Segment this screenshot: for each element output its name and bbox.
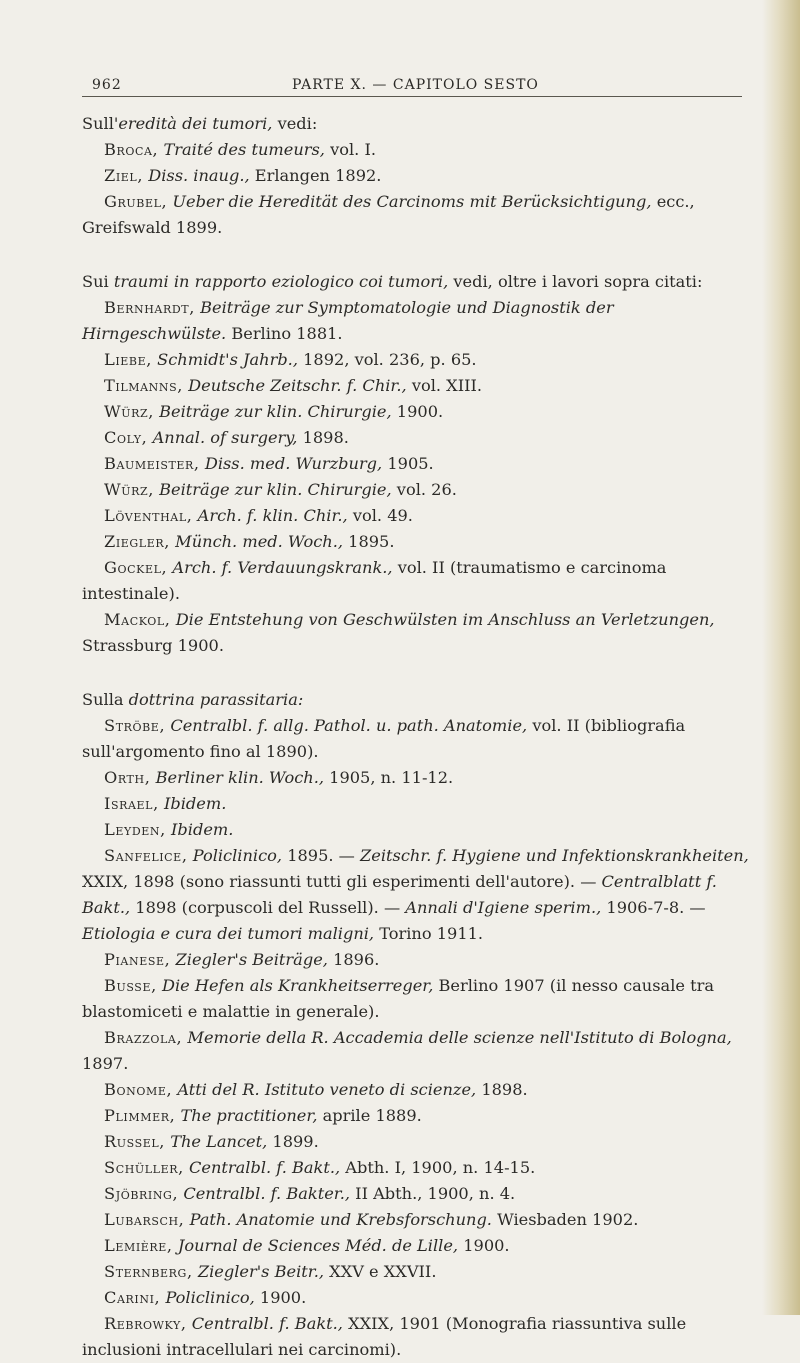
author-name: Rebrowky, xyxy=(104,1314,187,1333)
bibliography-entry xyxy=(82,765,762,791)
author-name: Plimmer, xyxy=(104,1106,176,1125)
work-title: Memorie della R. Accademia delle scienze nell'Istituto di Bologna, xyxy=(187,1028,732,1047)
running-title: PARTE X. — CAPITOLO SESTO xyxy=(292,77,539,93)
citation-text: vol. II (bibliografia sull'argomento fino al 1890). xyxy=(82,716,686,761)
page-number: 962 xyxy=(92,77,122,93)
bibliography-entry xyxy=(82,791,762,817)
bibliography-entry xyxy=(82,843,762,947)
work-title: dottrina parassitaria: xyxy=(128,690,304,709)
bibliography-entry xyxy=(82,947,762,973)
author-name: Ströbe, xyxy=(104,716,166,735)
bibliography-section xyxy=(82,659,762,1363)
work-title: Zeitschr. f. Hygiene und Infektionskrankheiten, xyxy=(360,846,749,865)
bibliography-entry xyxy=(82,425,762,451)
citation-text: 1900. xyxy=(458,1236,510,1255)
section-gap xyxy=(82,659,762,677)
citation-text: Strassburg 1900. xyxy=(82,636,224,655)
author-name: Mackol, xyxy=(104,610,171,629)
bibliography-entry xyxy=(82,451,762,477)
work-title: Ziegler's Beitr., xyxy=(197,1262,325,1281)
citation-text: 1898 (corpuscoli del Russell). — xyxy=(130,898,406,917)
section-intro xyxy=(82,687,762,713)
work-title: Annal. of surgery, xyxy=(152,428,298,447)
bibliography-entry xyxy=(82,1207,762,1233)
citation-text: Berlino 1907 (il nesso causale tra blastomiceti e malattie in generale). xyxy=(82,976,714,1021)
citation-text: Berlino 1881. xyxy=(226,324,343,343)
bibliography-entry xyxy=(82,163,762,189)
work-title: Beiträge zur klin. Chirurgie, xyxy=(159,402,392,421)
citation-text: Sull' xyxy=(82,114,119,133)
bibliography-entry xyxy=(82,1155,762,1181)
citation-text: aprile 1889. xyxy=(317,1106,422,1125)
author-name: Orth, xyxy=(104,768,151,787)
work-title: Ueber die Heredität des Carcinoms mit Berücksichtigung, xyxy=(172,192,652,211)
author-name: Sanfelice, xyxy=(104,846,188,865)
author-name: Würz, xyxy=(104,480,154,499)
bibliography-section xyxy=(82,241,762,659)
author-name: Tilmanns, xyxy=(104,376,183,395)
bibliography-entry xyxy=(82,1129,762,1155)
citation-text: Sulla xyxy=(82,690,129,709)
work-title: Die Entstehung von Geschwülsten im Anschluss an Verletzungen, xyxy=(175,610,715,629)
citation-text: vedi, oltre i lavori sopra citati: xyxy=(448,272,703,291)
author-name: Busse, xyxy=(104,976,157,995)
citation-text: 1898. xyxy=(476,1080,528,1099)
work-title: Diss. med. Wurzburg, xyxy=(204,454,383,473)
author-name: Ziegler, xyxy=(104,532,170,551)
author-name: Israel, xyxy=(104,794,159,813)
citation-text: 1897. xyxy=(82,1054,129,1073)
bibliography-section xyxy=(82,111,762,241)
citation-text: 1899. xyxy=(267,1132,319,1151)
citation-text: Torino 1911. xyxy=(374,924,484,943)
author-name: Ziel, xyxy=(104,166,144,185)
citation-text: 1900. xyxy=(254,1288,307,1307)
section-gap xyxy=(82,241,762,259)
work-title: traumi in rapporto eziologico coi tumori, xyxy=(113,272,449,291)
bibliography-entry xyxy=(82,295,762,347)
author-name: Schüller, xyxy=(104,1158,184,1177)
citation-text: Sui xyxy=(82,272,114,291)
bibliography-entry xyxy=(82,477,762,503)
page-edge xyxy=(762,0,800,1315)
work-title: Centralbl. f. allg. Pathol. u. path. Anatomie, xyxy=(170,716,528,735)
bibliography-entry xyxy=(82,713,762,765)
work-title: Policlinico, xyxy=(192,846,283,865)
section-intro xyxy=(82,111,762,137)
citation-text: vol. XIII. xyxy=(406,376,483,395)
citation-text: 1898. xyxy=(297,428,349,447)
citation-text: XXIX, 1898 (sono riassunti tutti gli esperimenti dell'autore). — xyxy=(82,872,602,891)
bibliography-entry xyxy=(82,1311,762,1363)
citation-text: vol. I. xyxy=(324,140,376,159)
work-title: Centralblatt f. Bakt., xyxy=(82,872,717,917)
work-title: Ibidem. xyxy=(171,820,234,839)
citation-text: vol. 26. xyxy=(391,480,457,499)
bibliography-entry xyxy=(82,1077,762,1103)
author-name: Russel, xyxy=(104,1132,166,1151)
author-name: Lubarsch, xyxy=(104,1210,185,1229)
author-name: Leyden, xyxy=(104,820,166,839)
work-title: eredità dei tumori, xyxy=(118,114,273,133)
document-page xyxy=(82,72,762,1363)
citation-text: vedi: xyxy=(272,114,318,133)
work-title: Policlinico, xyxy=(165,1288,255,1307)
author-name: Sjöbring, xyxy=(104,1184,179,1203)
bibliography-entry xyxy=(82,1103,762,1129)
author-name: Sternberg, xyxy=(104,1262,193,1281)
citation-text: vol. 49. xyxy=(347,506,413,525)
citation-text: II Abth., 1900, n. 4. xyxy=(350,1184,516,1203)
bibliography-entry xyxy=(82,1285,762,1311)
bibliography-entry xyxy=(82,399,762,425)
work-title: Berliner klin. Woch., xyxy=(155,768,324,787)
work-title: Path. Anatomie und Krebsforschung. xyxy=(189,1210,492,1229)
author-name: Coly, xyxy=(104,428,148,447)
citation-text: Wiesbaden 1902. xyxy=(491,1210,639,1229)
author-name: Baumeister, xyxy=(104,454,200,473)
work-title: Etiologia e cura dei tumori maligni, xyxy=(82,924,375,943)
work-title: Arch. f. klin. Chir., xyxy=(197,506,348,525)
author-name: Carini, xyxy=(104,1288,161,1307)
bibliography-entry xyxy=(82,189,762,241)
bibliography-entry xyxy=(82,555,762,607)
work-title: Ziegler's Beiträge, xyxy=(175,950,328,969)
citation-text: 1892, vol. 236, p. 65. xyxy=(297,350,477,369)
author-name: Gockel, xyxy=(104,558,168,577)
work-title: Centralbl. f. Bakt., xyxy=(189,1158,341,1177)
citation-text: Abth. I, 1900, n. 14-15. xyxy=(340,1158,536,1177)
citation-text: 1895. — xyxy=(282,846,361,865)
author-name: Bernhardt, xyxy=(104,298,195,317)
work-title: Journal de Sciences Méd. de Lille, xyxy=(177,1236,459,1255)
work-title: Beiträge zur Symptomatologie und Diagnostik der Hirngeschwülste. xyxy=(82,298,614,343)
bibliography-entry xyxy=(82,1025,762,1077)
work-title: The Lancet, xyxy=(170,1132,268,1151)
citation-text: 1896. xyxy=(327,950,380,969)
citation-text: Erlangen 1892. xyxy=(249,166,382,185)
citation-text: vol. II (traumatismo e carcinoma intestinale). xyxy=(82,558,667,603)
citation-text: XXIX, 1901 (Monografia riassuntiva sulle inclusioni intracellulari nei carcinomi). xyxy=(82,1314,687,1359)
citation-text: 1905. xyxy=(382,454,434,473)
work-title: Münch. med. Woch., xyxy=(175,532,343,551)
citation-text: ecc., Greifswald 1899. xyxy=(82,192,695,237)
bibliography-entry xyxy=(82,529,762,555)
citation-text: 1900. xyxy=(391,402,444,421)
author-name: Bonome, xyxy=(104,1080,173,1099)
author-name: Liebe, xyxy=(104,350,152,369)
bibliography-entry xyxy=(82,1259,762,1285)
running-header xyxy=(82,72,762,102)
bibliography-entry xyxy=(82,1181,762,1207)
author-name: Löventhal, xyxy=(104,506,193,525)
work-title: Arch. f. Verdauungskrank., xyxy=(172,558,393,577)
work-title: Annali d'Igiene sperim., xyxy=(405,898,602,917)
author-name: Broca, xyxy=(104,140,159,159)
citation-text: XXV e XXVII. xyxy=(324,1262,437,1281)
citation-text: 1895. xyxy=(343,532,395,551)
author-name: Würz, xyxy=(104,402,154,421)
work-title: Centralbl. f. Bakter., xyxy=(183,1184,351,1203)
bibliography-entry xyxy=(82,373,762,399)
author-name: Pianese, xyxy=(104,950,171,969)
bibliography-entry xyxy=(82,137,762,163)
author-name: Grubel, xyxy=(104,192,168,211)
work-title: The practitioner, xyxy=(180,1106,318,1125)
bibliography-entry xyxy=(82,1233,762,1259)
author-name: Lemière, xyxy=(104,1236,173,1255)
work-title: Centralbl. f. Bakt., xyxy=(191,1314,343,1333)
bibliography-entry xyxy=(82,503,762,529)
work-title: Schmidt's Jahrb., xyxy=(157,350,298,369)
author-name: Brazzola, xyxy=(104,1028,183,1047)
bibliography-entry xyxy=(82,817,762,843)
work-title: Die Hefen als Krankheitserreger, xyxy=(161,976,434,995)
bibliography-entry xyxy=(82,607,762,659)
section-intro xyxy=(82,269,762,295)
work-title: Atti del R. Istituto veneto di scienze, xyxy=(177,1080,477,1099)
work-title: Ibidem. xyxy=(164,794,227,813)
work-title: Diss. inaug., xyxy=(148,166,250,185)
citation-text: 1905, n. 11-12. xyxy=(324,768,454,787)
bibliography-entry xyxy=(82,347,762,373)
bibliography xyxy=(82,111,762,1363)
citation-text: 1906-7-8. — xyxy=(601,898,706,917)
work-title: Beiträge zur klin. Chirurgie, xyxy=(159,480,392,499)
work-title: Deutsche Zeitschr. f. Chir., xyxy=(188,376,407,395)
work-title: Traité des tumeurs, xyxy=(163,140,325,159)
bibliography-entry xyxy=(82,973,762,1025)
